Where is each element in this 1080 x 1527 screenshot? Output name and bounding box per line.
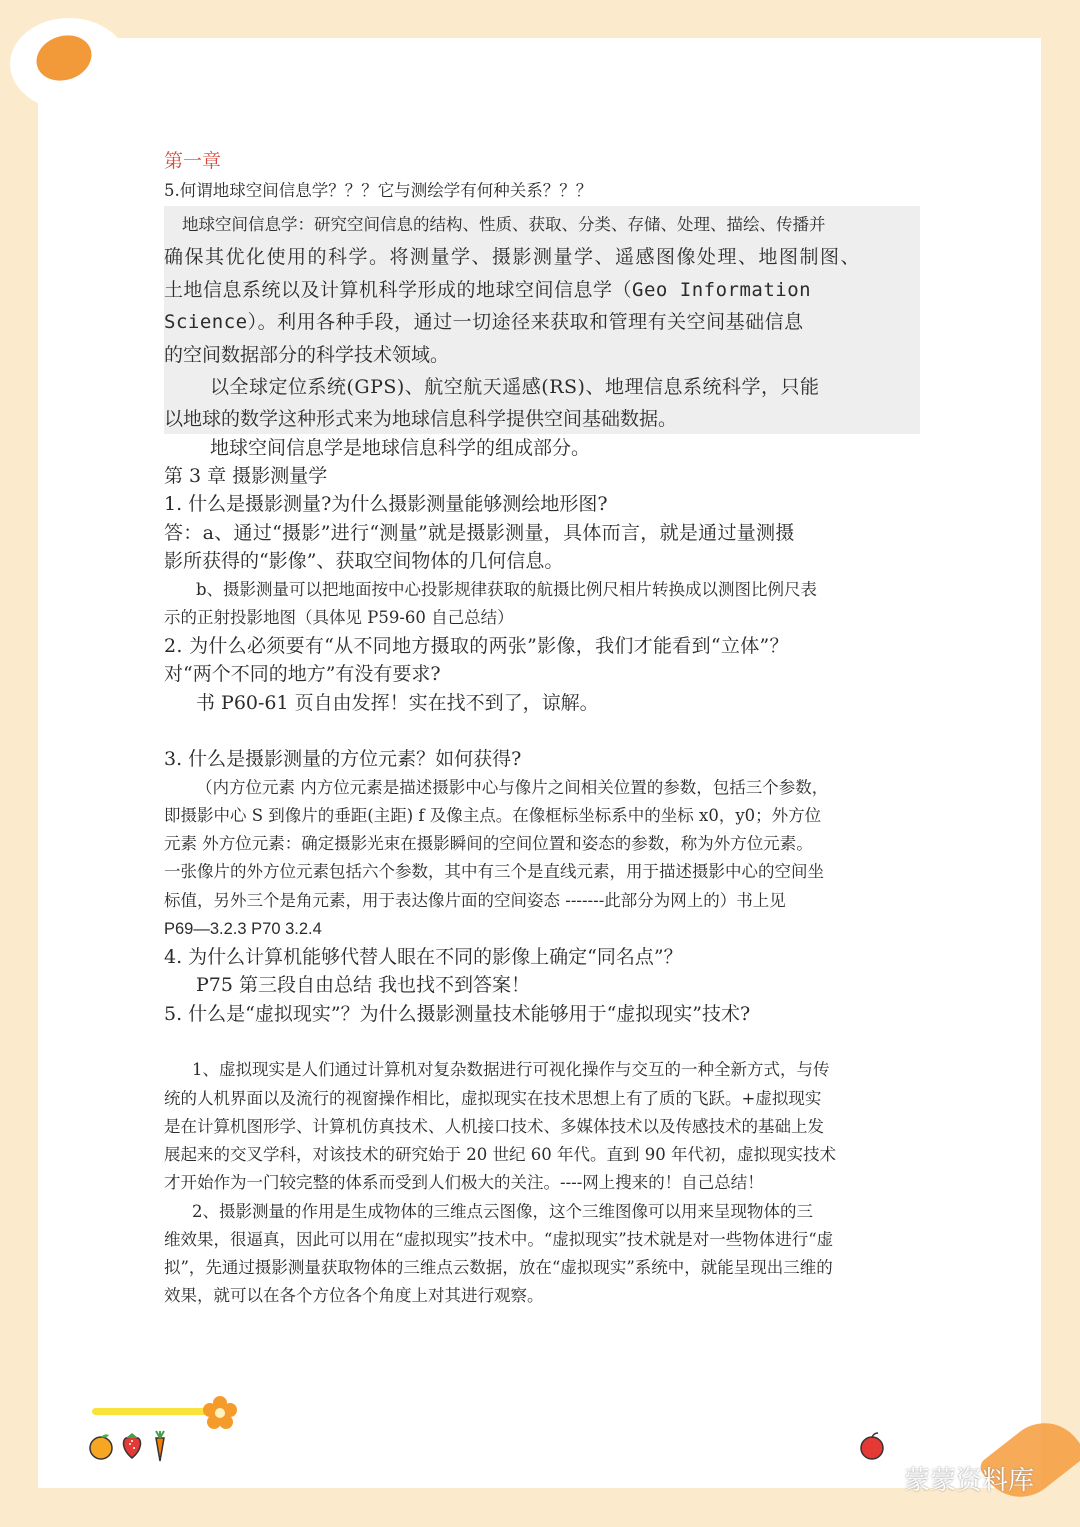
answer-5-line: 才开始作为一门较完整的体系而受到人们极大的关注。----网上搜来的！自己总结！ xyxy=(164,1173,764,1192)
apple-icon xyxy=(858,1432,886,1460)
question-4: 4. 为什么计算机能够代替人眼在不同的影像上确定“同名点”？ xyxy=(164,946,683,968)
answer-line: 确保其优化使用的科学。将测量学、摄影测量学、遥感图像处理、地图制图、 xyxy=(164,246,862,268)
answer-line: Science）。利用各种手段，通过一切途径来获取和管理有关空间基础信息 xyxy=(164,311,804,333)
answer-3-line: 即摄影中心 S 到像片的垂距(主距) f 及像主点。在像框标坐标系中的坐标 x0，y0；外方位 xyxy=(164,806,822,825)
answer-5-line: 拟”，先通过摄影测量获取物体的三维点云数据，放在“虚拟现实”系统中，就能呈现出三维的 xyxy=(164,1258,833,1277)
answer-line: 的空间数据部分的科学技术领域。 xyxy=(164,344,450,366)
answer-line: 地球空间信息学是地球信息科学的组成部分。 xyxy=(210,437,591,459)
answer-3-line: 元素 外方位元素：确定摄影光束在摄影瞬间的空间位置和姿态的参数，称为外方位元素。 xyxy=(164,834,813,853)
answer-3-line: P69—3.2.3 P70 3.2.4 xyxy=(164,920,322,938)
answer-1-line: 答：a、通过“摄影”进行“测量”就是摄影测量，具体而言，就是通过量测摄 xyxy=(164,522,795,544)
answer-line: 以地球的数学这种形式来为地球信息科学提供空间基础数据。 xyxy=(164,408,678,430)
answer-3-line: （内方位元素 内方位元素是描述摄影中心与像片之间相关位置的参数，包括三个参数， xyxy=(196,778,829,797)
orange-icon xyxy=(88,1432,114,1460)
answer-line: 地球空间信息学：研究空间信息的结构、性质、获取、分类、存储、处理、描绘、传播并 xyxy=(182,215,826,234)
answer-line: 土地信息系统以及计算机科学形成的地球空间信息学（Geo Information xyxy=(164,279,812,301)
carrot-icon xyxy=(150,1430,170,1462)
answer-5-line: 2、摄影测量的作用是生成物体的三维点云图像，这个三维图像可以用来呈现物体的三 xyxy=(192,1202,813,1221)
answer-5-line: 是在计算机图形学、计算机仿真技术、人机接口技术、多媒体技术以及传感技术的基础上发 xyxy=(164,1117,824,1136)
answer-3-line: 标值，另外三个是角元素，用于表达像片面的空间姿态 -------此部分为网上的）书上见 xyxy=(164,891,786,910)
answer-line: 以全球定位系统(GPS)、航空航天遥感(RS)、地理信息系统科学，只能 xyxy=(210,376,820,398)
answer-1-line: b、摄影测量可以把地面按中心投影规律获取的航摄比例尺相片转换成以测图比例尺表 xyxy=(196,580,818,599)
question-2-line: 2. 为什么必须要有“从不同地方摄取的两张”影像，我们才能看到“立体”？ xyxy=(164,635,789,657)
chapter1-question: 5.何谓地球空间信息学？？？它与测绘学有何种关系？？？ xyxy=(164,181,593,200)
answer-5-line: 展起来的交叉学科，对该技术的研究始于 20 世纪 60 年代。直到 90 年代初，虚拟现实技术 xyxy=(164,1145,836,1164)
watermark-text: 蒙蒙资料库 xyxy=(904,1466,1035,1496)
question-2-line: 对“两个不同的地方”有没有要求? xyxy=(164,663,441,685)
wechat-icon xyxy=(864,1462,896,1490)
answer-2: 书 P60-61 页自由发挥！实在找不到了，谅解。 xyxy=(196,692,599,714)
question-5: 5. 什么是“虚拟现实”？为什么摄影测量技术能够用于“虚拟现实”技术? xyxy=(164,1003,751,1025)
yellow-bar xyxy=(92,1408,210,1415)
question-3: 3. 什么是摄影测量的方位元素？如何获得? xyxy=(164,748,522,770)
answer-3-line: 一张像片的外方位元素包括六个参数，其中有三个是直线元素，用于描述摄影中心的空间坐 xyxy=(164,862,824,881)
flower-icon xyxy=(202,1395,238,1431)
answer-5-line: 1、虚拟现实是人们通过计算机对复杂数据进行可视化操作与交互的一种全新方式，与传 xyxy=(192,1060,830,1079)
question-1: 1. 什么是摄影测量?为什么摄影测量能够测绘地形图? xyxy=(164,493,608,515)
answer-1-line: 示的正射投影地图（具体见 P59-60 自己总结） xyxy=(164,608,514,627)
strawberry-icon xyxy=(120,1430,144,1460)
chapter1-heading: 第一章 xyxy=(164,150,222,172)
answer-5-line: 维效果，很逼真，因此可以用在“虚拟现实”技术中。“虚拟现实”技术就是对一些物体进行“虚 xyxy=(164,1230,834,1249)
answer-5-line: 效果，就可以在各个方位各个角度上对其进行观察。 xyxy=(164,1286,544,1305)
answer-5-line: 统的人机界面以及流行的视窗操作相比，虚拟现实在技术思想上有了质的飞跃。+虚拟现实 xyxy=(164,1089,822,1108)
answer-1-line: 影所获得的“影像”、获取空间物体的几何信息。 xyxy=(164,550,564,572)
answer-4: P75 第三段自由总结 我也找不到答案！ xyxy=(196,974,531,996)
chapter3-heading: 第 3 章 摄影测量学 xyxy=(164,465,328,487)
